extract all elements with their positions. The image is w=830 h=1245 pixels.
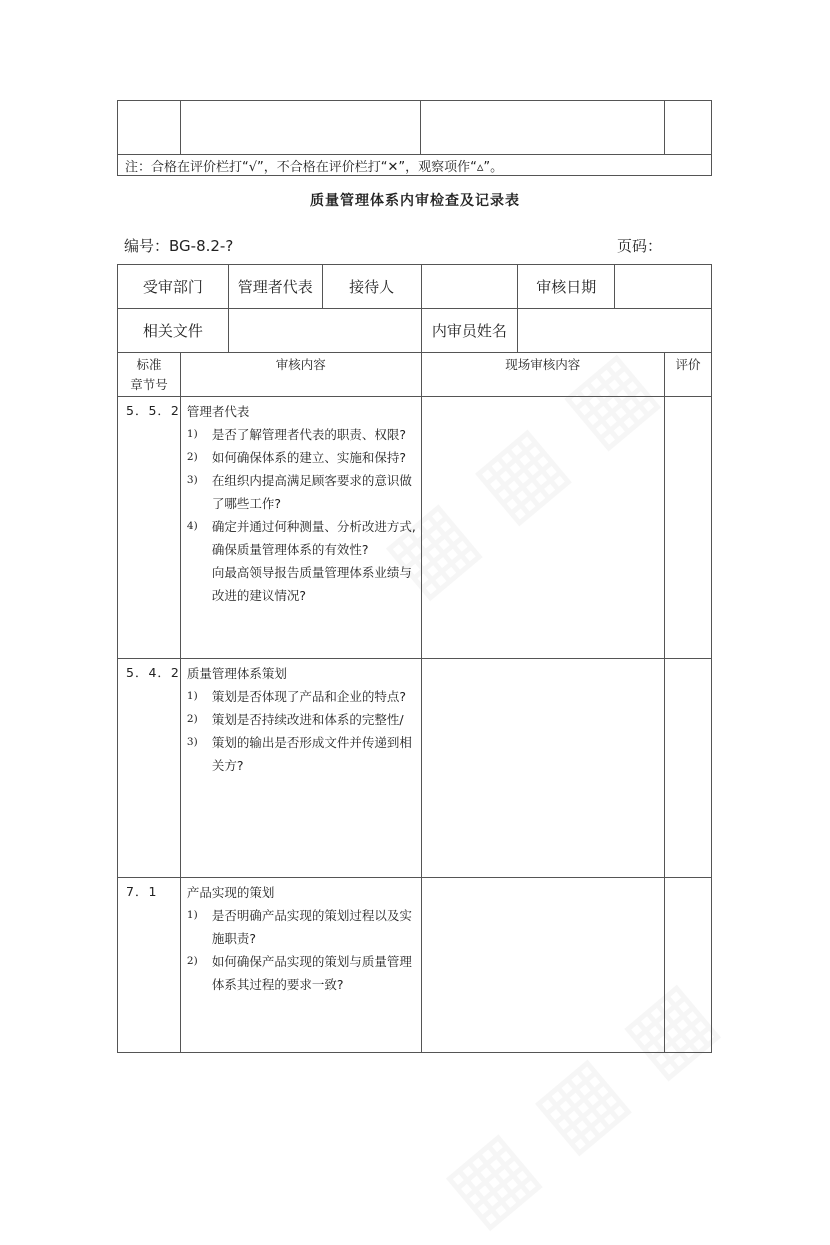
- cont-cell-eval: [665, 101, 712, 155]
- question-item: 2) 如何确保体系的建立、实施和保持?: [186, 450, 407, 465]
- onsite-content-cell[interactable]: [421, 878, 665, 1053]
- auditor-name-value[interactable]: [518, 309, 712, 353]
- related-docs-value[interactable]: [228, 309, 421, 353]
- document-title: 质量管理体系内审检查及记录表: [310, 193, 520, 209]
- cont-cell-content: [180, 101, 421, 155]
- eval-cell[interactable]: [665, 878, 712, 1053]
- col-head-standard-line1: 标准: [136, 357, 162, 372]
- onsite-content-cell[interactable]: [421, 397, 665, 659]
- col-head-standard-line2: 章节号: [130, 377, 168, 392]
- col-head-onsite: 现场审核内容: [421, 353, 665, 397]
- audit-content: [180, 878, 421, 1053]
- mgr-rep-label: 管理者代表: [228, 265, 322, 309]
- eval-cell[interactable]: [665, 659, 712, 878]
- audit-content: [180, 397, 421, 659]
- section-title: 质量管理体系策划: [186, 666, 287, 681]
- top-continuation-table: [117, 100, 712, 176]
- cont-cell-clause: [118, 101, 181, 155]
- question-item: 4) 确定并通过何种测量、分析改进方式,确保质量管理体系的有效性?: [186, 519, 416, 557]
- audit-date-value[interactable]: [615, 265, 712, 309]
- receiver-label: 接待人: [322, 265, 421, 309]
- question-item: 3) 策划的输出是否形成文件并传递到相关方?: [186, 735, 412, 773]
- question-item: 2) 如何确保产品实现的策划与质量管理体系其过程的要求一致?: [186, 954, 412, 992]
- page-number-label: 页码：: [617, 237, 663, 255]
- section-title: 管理者代表: [186, 404, 250, 419]
- dept-label: 受审部门: [118, 265, 229, 309]
- question-item: 2) 策划是否持续改进和体系的完整性/: [186, 712, 404, 727]
- auditor-name-label: 内审员姓名: [421, 309, 518, 353]
- clause-number: 7．1: [118, 878, 181, 1053]
- onsite-content-cell[interactable]: [421, 659, 665, 878]
- col-head-standard: [118, 353, 181, 397]
- related-docs-label: 相关文件: [118, 309, 229, 353]
- question-item: 1) 是否明确产品实现的策划过程以及实施职责?: [186, 908, 412, 946]
- question-item: 1) 策划是否体现了产品和企业的特点?: [186, 689, 407, 704]
- audit-checklist-table: [117, 264, 712, 1053]
- clause-number: 5．4．2: [118, 659, 181, 878]
- audit-date-label: 审核日期: [518, 265, 615, 309]
- receiver-value[interactable]: [421, 265, 518, 309]
- section-title: 产品实现的策划: [186, 885, 275, 900]
- eval-cell[interactable]: [665, 397, 712, 659]
- document-code: 编号：BG-8.2-?: [124, 237, 234, 255]
- col-head-eval: 评价: [665, 353, 712, 397]
- cont-cell-onsite: [421, 101, 665, 155]
- question-item: 1) 是否了解管理者代表的职责、权限?: [186, 427, 407, 442]
- question-extra: 向最高领导报告质量管理体系业绩与改进的建议情况?: [211, 565, 412, 603]
- evaluation-note: 注：合格在评价栏打“√”，不合格在评价栏打“✕”，观察项作“▵”。: [118, 155, 712, 176]
- clause-number: 5．5．2: [118, 397, 181, 659]
- col-head-content: 审核内容: [180, 353, 421, 397]
- audit-content: [180, 659, 421, 878]
- question-item: 3) 在组织内提高满足顾客要求的意识做了哪些工作?: [186, 473, 412, 511]
